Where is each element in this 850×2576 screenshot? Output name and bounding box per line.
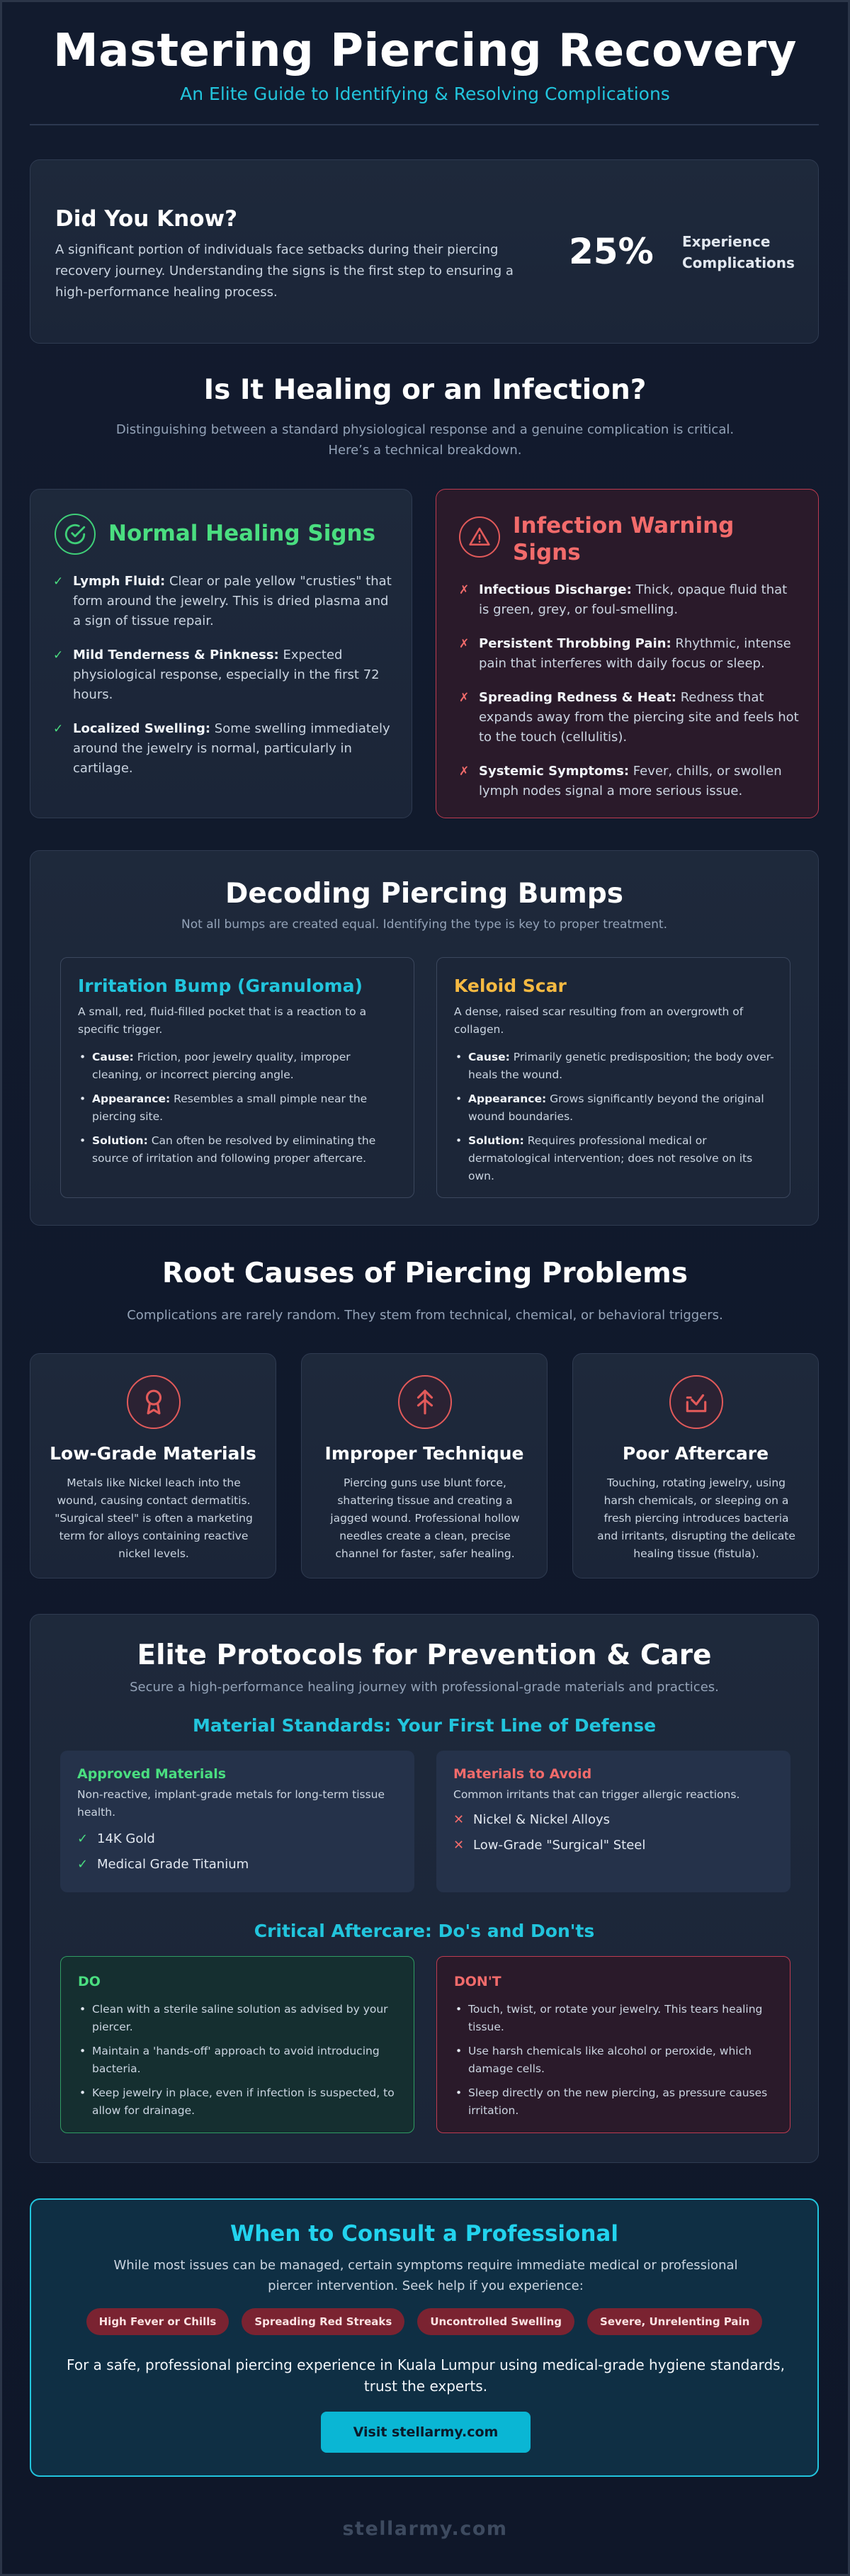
normal-healing-card: [30, 489, 412, 818]
root-causes-subtitle: Complications are rarely random. They stem from technical, chemical, or behavioral triggers.: [127, 1308, 723, 1323]
keloid-scar-desc: A dense, raised scar resulting from an overgrowth of collagen.: [454, 1005, 744, 1036]
x-icon: ✕: [453, 1838, 465, 1853]
list-item: • Appearance: Resembles a small pimple near the piercing site.: [78, 1090, 404, 1126]
protocols-section: [30, 1614, 819, 2163]
materials-heading: Material Standards: Your First Line of Defense: [192, 1715, 657, 1736]
x-icon: ✕: [453, 1812, 465, 1827]
page-header: [0, 21, 850, 104]
list-item: • Solution: Requires professional medical or dermatological intervention; does not resolve on its own.: [454, 1132, 780, 1185]
complication-stat: 25%: [569, 231, 654, 272]
approved-materials-card: [60, 1751, 414, 1892]
symptom-pill: Severe, Unrelenting Pain: [587, 2308, 762, 2335]
check-icon: ✓: [53, 575, 64, 589]
keloid-scar-list: [454, 1049, 780, 1192]
protocols-subtitle: Secure a high-performance healing journey with professional-grade materials and practices.: [130, 1680, 719, 1695]
cause-text: Metals like Nickel leach into the wound, causing contact dermatitis. "Surgical steel" is often a marketing term for alloys containing reactive nickel levels.: [55, 1476, 253, 1560]
cause-card-aftercare: [572, 1353, 819, 1578]
did-you-know-text: A significant portion of individuals face setbacks during their piercing recovery journey. Understanding the signs is the first step to ensuring a high-performance healing process.: [55, 242, 514, 300]
page-subtitle: An Elite Guide to Identifying & Resolving Complications: [180, 84, 670, 104]
footer-brand: stellarmy.com: [342, 2518, 508, 2540]
consult-title: When to Consult a Professional: [230, 2221, 618, 2247]
cross-icon: ✗: [459, 637, 470, 651]
dont-list: [454, 2001, 780, 2126]
list-item: • Keep jewelry in place, even if infection is suspected, to allow for drainage.: [78, 2084, 404, 2120]
normal-healing-list: [53, 572, 393, 793]
approved-materials-desc: Non-reactive, implant-grade metals for long-term tissue health.: [77, 1788, 385, 1819]
infection-warning-card: [436, 489, 819, 818]
avoid-materials-desc: Common irritants that can trigger allergic reactions.: [453, 1788, 740, 1801]
list-item: • Clean with a sterile saline solution as advised by your piercer.: [78, 2001, 404, 2036]
list-item: • Use harsh chemicals like alcohol or peroxide, which damage cells.: [454, 2043, 780, 2078]
piercing-bumps-section: [30, 850, 819, 1226]
infection-warning-list: [459, 580, 799, 815]
cause-card-technique: [301, 1353, 548, 1578]
cause-text: Piercing guns use blunt force, shattering tissue and creating a jagged wound. Professional hollow needles create a clean, precise channel for faster, safer healing.: [330, 1476, 520, 1560]
do-list: [78, 2001, 404, 2126]
cross-icon: ✗: [459, 583, 470, 597]
check-icon: ✓: [53, 648, 64, 662]
list-item: • Solution: Can often be resolved by eliminating the source of irritation and following proper aftercare.: [78, 1132, 404, 1168]
aftercare-heading: Critical Aftercare: Do's and Don'ts: [254, 1921, 595, 1941]
cross-icon: ✗: [459, 764, 470, 779]
consult-professional-section: [30, 2198, 819, 2477]
tray-check-icon: [669, 1375, 723, 1429]
list-item: • Maintain a 'hands-off' approach to avoid introducing bacteria.: [78, 2043, 404, 2078]
page-title: Mastering Piercing Recovery: [53, 25, 797, 77]
needle-arrow-icon: [398, 1375, 452, 1429]
visit-site-button[interactable]: Visit stellarmy.com: [321, 2412, 531, 2453]
list-item: ✓ Localized Swelling: Some swelling immediately around the jewelry is normal, particularly in cartilage.: [53, 719, 393, 779]
did-you-know-title: Did You Know?: [55, 206, 238, 232]
dont-title: DON'T: [454, 1974, 502, 1989]
healing-section-subtitle: Distinguishing between a standard physiological response and a genuine complication is critical. Here’s a technical breakdown.: [115, 422, 735, 458]
cross-icon: ✗: [459, 691, 470, 705]
approved-materials-list: [77, 1830, 249, 1881]
irritation-bump-desc: A small, red, fluid-filled pocket that is a reaction to a specific trigger.: [78, 1005, 367, 1036]
avoid-materials-list: [453, 1811, 645, 1862]
check-icon: ✓: [77, 1857, 89, 1872]
keloid-scar-card: [436, 957, 790, 1198]
cause-text: Touching, rotating jewelry, using harsh chemicals, or sleeping on a fresh piercing introduces bacteria and irritants, disrupting the delicate healing tissue (fistula).: [597, 1476, 795, 1560]
avoid-materials-card: [436, 1751, 790, 1892]
list-item: ✓ Lymph Fluid: Clear or pale yellow "crusties" that form around the jewelry. This is dried plasma and a sign of tissue repair.: [53, 572, 393, 631]
symptom-pills: [31, 2308, 817, 2335]
list-item: • Sleep directly on the new piercing, as pressure causes irritation.: [454, 2084, 780, 2120]
list-item: ✗ Infectious Discharge: Thick, opaque fluid that is green, grey, or foul-smelling.: [459, 580, 799, 620]
root-causes-title: Root Causes of Piercing Problems: [162, 1258, 688, 1289]
normal-healing-title: Normal Healing Signs: [108, 521, 376, 546]
cause-title: Improper Technique: [324, 1443, 524, 1464]
cause-title: Poor Aftercare: [622, 1443, 769, 1464]
avoid-materials-title: Materials to Avoid: [453, 1766, 592, 1782]
approved-materials-title: Approved Materials: [77, 1766, 227, 1782]
do-title: DO: [78, 1974, 101, 1989]
list-item: ✓ Medical Grade Titanium: [77, 1855, 249, 1874]
list-item: • Touch, twist, or rotate your jewelry. This tears healing tissue.: [454, 2001, 780, 2036]
did-you-know-card: [30, 159, 819, 344]
protocols-title: Elite Protocols for Prevention & Care: [137, 1639, 712, 1671]
irritation-bump-title: Irritation Bump (Granuloma): [78, 976, 363, 996]
irritation-bump-list: [78, 1049, 404, 1174]
list-item: ✓ Mild Tenderness & Pinkness: Expected physiological response, especially in the first 72 hours.: [53, 645, 393, 705]
consult-intro: While most issues can be managed, certain symptoms require immediate medical or professional piercer intervention. Seek help if you experience:: [113, 2258, 738, 2293]
check-icon: ✓: [53, 722, 64, 736]
dont-card: [436, 1956, 790, 2133]
list-item: • Cause: Friction, poor jewelry quality, improper cleaning, or incorrect piercing angle.: [78, 1049, 404, 1084]
list-item: ✗ Spreading Redness & Heat: Redness that expands away from the piercing site and feels hot to the touch (cellulitis).: [459, 688, 799, 747]
cause-card-materials: [30, 1353, 276, 1578]
check-circle-icon: [55, 514, 96, 555]
bumps-subtitle: Not all bumps are created equal. Identifying the type is key to proper treatment.: [181, 917, 667, 932]
cause-title: Low-Grade Materials: [50, 1443, 256, 1464]
bumps-title: Decoding Piercing Bumps: [225, 878, 623, 910]
list-item: • Cause: Primarily genetic predisposition; the body over-heals the wound.: [454, 1049, 780, 1084]
complication-stat-label: Experience Complications: [682, 233, 795, 271]
list-item: ✓ 14K Gold: [77, 1830, 249, 1848]
award-ribbon-icon: [127, 1375, 181, 1429]
symptom-pill: Uncontrolled Swelling: [417, 2308, 574, 2335]
list-item: ✕ Low-Grade "Surgical" Steel: [453, 1836, 645, 1855]
keloid-scar-title: Keloid Scar: [454, 976, 567, 996]
symptom-pill: High Fever or Chills: [86, 2308, 230, 2335]
warning-triangle-icon: [459, 516, 500, 558]
infection-warning-title: Infection Warning Signs: [513, 513, 735, 565]
consult-note: For a safe, professional piercing experience in Kuala Lumpur using medical-grade hygiene standards, trust the experts.: [67, 2356, 785, 2395]
do-card: [60, 1956, 414, 2133]
list-item: ✕ Nickel & Nickel Alloys: [453, 1811, 645, 1829]
check-icon: ✓: [77, 1831, 89, 1846]
list-item: ✗ Persistent Throbbing Pain: Rhythmic, intense pain that interferes with daily focus or sleep.: [459, 634, 799, 674]
header-divider: [30, 124, 819, 125]
list-item: • Appearance: Grows significantly beyond the original wound boundaries.: [454, 1090, 780, 1126]
symptom-pill: Spreading Red Streaks: [242, 2308, 404, 2335]
healing-section-title: Is It Healing or an Infection?: [203, 374, 647, 406]
list-item: ✗ Systemic Symptoms: Fever, chills, or swollen lymph nodes signal a more serious issue.: [459, 762, 799, 801]
irritation-bump-card: [60, 957, 414, 1198]
